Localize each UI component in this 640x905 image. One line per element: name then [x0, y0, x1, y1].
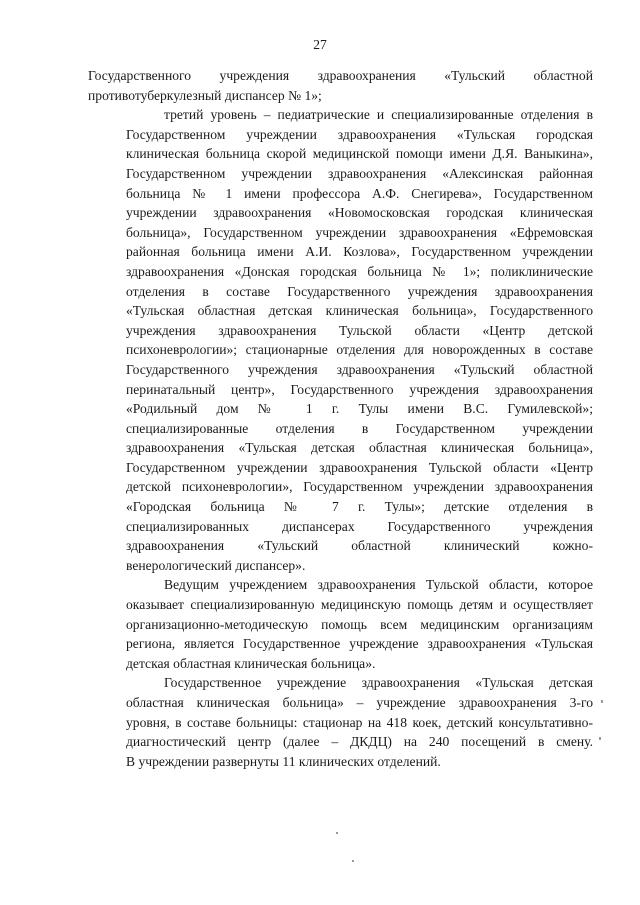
text-line: больница», Государственном учреждении здравоохранения «Ефремовская	[126, 224, 593, 240]
text-line: уровня, в составе больницы: стационар на 418 коек, детский консультативно-	[126, 714, 593, 730]
text-line: клиническая больница скорой медицинской помощи имени Д.Я. Ваныкина»,	[126, 146, 593, 162]
text-line: здравоохранения «Тульский областной клинический кожно-	[126, 538, 593, 554]
text-line: венерологический диспансер».	[126, 557, 306, 573]
paragraph	[88, 673, 593, 771]
text-line: специализированные отделения в Государственном учреждении	[126, 420, 593, 436]
text-line: Государственного учреждения здравоохранения «Тульский областной	[88, 68, 593, 83]
text-line: региона, является Государственное учреждение здравоохранения «Тульская	[126, 636, 593, 652]
text-line: В учреждении развернуты 11 клинических отделений.	[126, 753, 441, 769]
scan-mark	[599, 737, 601, 740]
text-line: отделения в составе Государственного учреждения здравоохранения	[126, 283, 593, 299]
text-line: «Тульская областная детская клиническая больница», Государственного	[126, 303, 593, 319]
paragraph	[88, 66, 593, 105]
text-line: учреждении здравоохранения «Новомосковская городская клиническая	[126, 205, 593, 221]
text-line: здравоохранения «Тульская детская областная клиническая больница»,	[126, 440, 593, 456]
paragraph	[88, 105, 593, 575]
text-line: больница № 1 имени профессора А.Ф. Снегирева», Государственном	[126, 185, 593, 201]
text-line: учреждения здравоохранения Тульской области «Центр детской	[126, 322, 593, 338]
text-line: здравоохранения «Донская городская больница № 1»; поликлинические	[126, 263, 593, 279]
text-line: Государственного учреждения здравоохранения «Тульский областной	[126, 361, 593, 377]
text-line: «Родильный дом № 1 г. Тулы имени В.С. Гумилевской»;	[126, 401, 593, 417]
scan-mark	[352, 860, 354, 862]
text-line: Государственном учреждении здравоохранения «Тульская городская	[126, 126, 593, 142]
text-line: Государственном учреждении здравоохранения Тульской области «Центр	[126, 459, 593, 475]
text-line: третий уровень – педиатрические и специализированные отделения в	[164, 107, 593, 123]
text-line: детской психоневрологии», Государственном учреждении здравоохранения	[126, 479, 593, 495]
text-line: диагностический центр (далее – ДКДЦ) на 240 посещений в смену.	[126, 734, 593, 750]
text-line: противотуберкулезный диспансер № 1»;	[88, 87, 322, 103]
text-line: специализированных диспансерах Государственного учреждения	[126, 518, 593, 534]
text-line: Государственное учреждение здравоохранения «Тульская детская	[164, 675, 593, 691]
text-line: перинатальный центр», Государственного учреждения здравоохранения	[126, 381, 593, 397]
page-number: 27	[313, 37, 327, 52]
text-line: детская областная клиническая больница».	[126, 655, 376, 671]
text-line: областная клиническая больница» – учреждение здравоохранения 3-го	[126, 695, 593, 710]
text-line: организационно-методическую помощь всем медицинским организациям	[126, 616, 593, 632]
text-line: «Городская больница № 7 г. Тулы»; детские отделения в	[126, 499, 593, 515]
text-line: районная больница имени А.И. Козлова», Государственном учреждении	[126, 244, 593, 260]
scan-mark	[601, 700, 603, 703]
paragraph	[88, 575, 593, 673]
text-line: психоневрологии»; стационарные отделения для новорожденных в составе	[126, 342, 593, 358]
body-text	[88, 66, 593, 771]
text-line: Ведущим учреждением здравоохранения Тульской области, которое	[164, 577, 593, 593]
text-line: оказывает специализированную медицинскую помощь детям и осуществляет	[126, 597, 593, 613]
text-line: Государственном учреждении здравоохранения «Алексинская районная	[126, 165, 593, 181]
scan-mark	[336, 832, 338, 834]
